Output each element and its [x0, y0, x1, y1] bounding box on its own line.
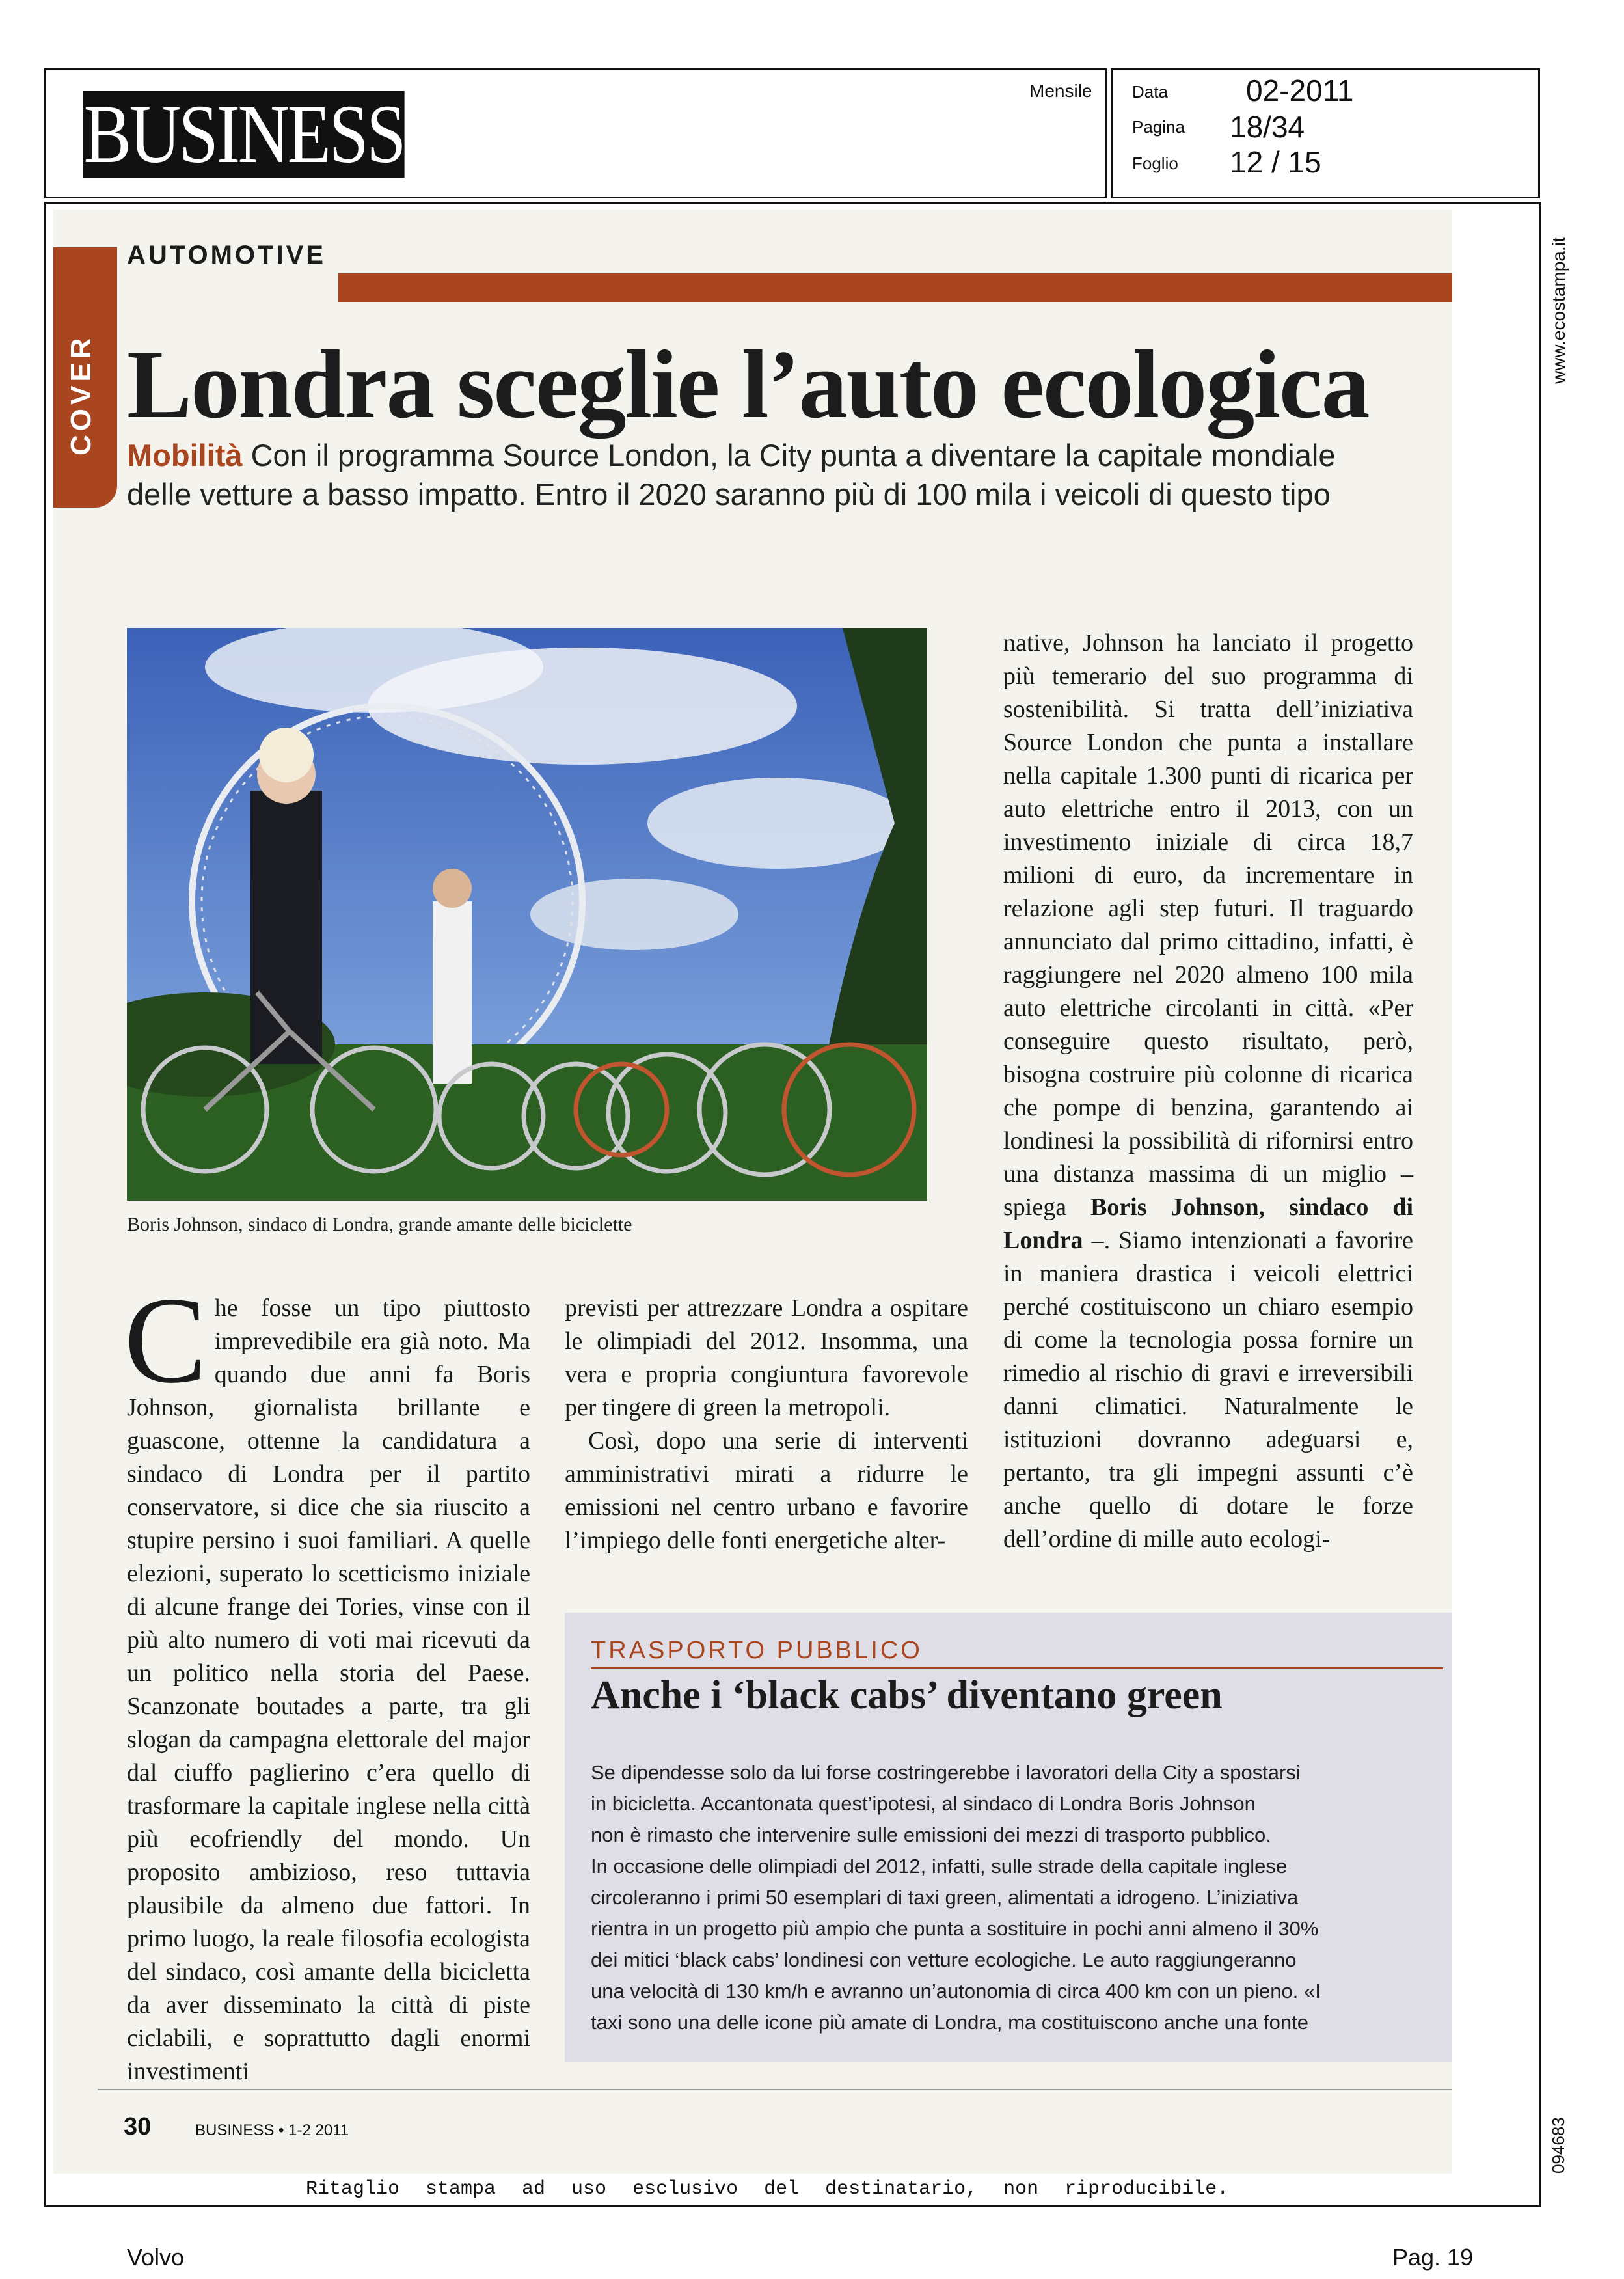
col-mid-paragraph-2: Così, dopo una serie di interventi amministrativi mirati a ridurre le emissioni nel centro urbano e favorire l’impiego delle fonti energetiche alter-: [565, 1427, 968, 1554]
footer-rule: [98, 2089, 1452, 2090]
col-right-text-a: native, Johnson ha lanciato il progetto più temerario del suo programma di sostenibilità. Si tratta dell’iniziativa Source London che punta a installare nella capitale 1.300 punti di ricarica per auto elettriche entro il 2013, con un investimento iniziale di circa 18,7 milioni di euro, da incrementare in relazione agli step futuri. Il traguardo annunciato dal primo cittadino, infatti, è raggiungere nel 2020 almeno 100 mila auto elettriche circolanti in città. «Per conseguire questo risultato, però, bisogna costruire più colonne di ricarica che pompe di benzina, garantendo ai londinesi la possibilità di rifornirsi entro una distanza massima di un miglio – spiega: [1003, 629, 1413, 1221]
sidebar-line: dei mitici ‘black cabs’ londinesi con vetture ecologiche. Le auto raggiungeranno: [591, 1948, 1297, 1971]
client-brand: Volvo: [127, 2244, 185, 2271]
col-left-text: he fosse un tipo piuttosto imprevedibile era già noto. Ma quando due anni fa Boris Johnson, giornalista brillante e guascone, ottenne la candidatura a sindaco di Londra per il partito conservatore, si dice che sia riuscito a stupire persino i suoi familiari. A quelle elezioni, superato lo scetticismo iniziale di alcune frange dei Tories, vinse con il più alto numero di voti mai ricevuti da un politico nella storia del Paese. Scanzonate boutades a parte, tra gli slogan da campagna elettorale del major dal ciuffo paglierino c’era quello di trasformare la capitale inglese nella città più ecofriendly del mondo. Un proposito ambizioso, reso tuttavia plausibile da almeno due fattori. In primo luogo, la reale filosofia ecologista del sindaco, così amante della bicicletta da aver disseminato la città di piste ciclabili, e soprattutto dagli enormi investimenti: [127, 1294, 530, 2085]
section-label: AUTOMOTIVE: [120, 241, 332, 270]
photo-illustration: [127, 628, 927, 1201]
page-number: Pag. 19: [1392, 2244, 1474, 2271]
section-bar: [338, 273, 1452, 302]
article-subhead: [127, 436, 1363, 514]
side-url: www.ecostampa.it: [1549, 237, 1569, 384]
subhead-text: Con il programma Source London, la City punta a diventare la capitale mondiale delle vetture a basso impatto. Entro il 2020 saranno più di 100 mila i veicoli di questo tipo: [127, 438, 1336, 512]
meta-value-foglio: 12 / 15: [1230, 145, 1321, 179]
sidebar-kicker: TRASPORTO PUBBLICO: [591, 1637, 923, 1664]
article-headline: Londra sceglie l’auto ecologica: [127, 331, 1369, 439]
folio-number: 30: [124, 2113, 152, 2140]
meta-label-pagina: Pagina: [1132, 117, 1185, 137]
sidebar-body: [591, 1757, 1430, 2038]
sidebar-line: non è rimasto che intervenire sulle emissioni dei mezzi di trasporto pubblico.: [591, 1823, 1271, 1846]
photo-caption: Boris Johnson, sindaco di Londra, grande amante delle biciclette: [127, 1214, 632, 1235]
meta-label-foglio: Foglio: [1132, 154, 1178, 173]
article-column-left: [124, 1272, 530, 2088]
meta-value-pagina: 18/34: [1230, 110, 1305, 144]
periodicity-label: Mensile: [1029, 81, 1092, 101]
meta-label-data: Data: [1132, 82, 1168, 102]
sidebar-line: Se dipendesse solo da lui forse costringerebbe i lavoratori della City a spostarsi: [591, 1761, 1301, 1784]
col-mid-paragraph-1: previsti per attrezzare Londra a ospitare le olimpiadi del 2012. Insomma, una vera e propria congiuntura favorevole per tingere di green la metropoli.: [565, 1294, 968, 1421]
disclaimer: Ritaglio stampa ad uso esclusivo del destinatario, non riproducibile.: [306, 2178, 1229, 2200]
article-column-middle: [565, 1292, 968, 1557]
footer-magazine: BUSINESS • 1-2 2011: [195, 2122, 349, 2139]
sidebar-rule: [591, 1667, 1443, 1669]
sidebar-line: taxi sono una delle icone più amate di Londra, ma costituiscono anche una fonte: [591, 2011, 1308, 2034]
sidebar-line: circoleranno i primi 50 esemplari di taxi green, alimentati a idrogeno. L’iniziativa: [591, 1886, 1299, 1909]
business-logo: BUSINESS: [83, 88, 405, 180]
drop-cap: C: [124, 1272, 207, 1409]
sidebar-line: In occasione delle olimpiadi del 2012, infatti, sulle strade della capitale inglese: [591, 1855, 1288, 1877]
cover-tab-label: COVER: [65, 334, 97, 456]
subhead-kicker: Mobilità: [127, 438, 243, 472]
article-photo: [127, 628, 927, 1201]
article-column-right: [1003, 627, 1413, 1556]
sidebar-title: Anche i ‘black cabs’ diventano green: [591, 1673, 1223, 1717]
col-right-bold: Boris Johnson, sindaco di Londra: [1003, 1194, 1413, 1254]
sidebar-line: una velocità di 130 km/h e avranno un’autonomia di circa 400 km con un pieno. «I: [591, 1980, 1321, 2002]
side-code: 094683: [1549, 2117, 1568, 2174]
meta-value-data: 02-2011: [1246, 74, 1354, 107]
sidebar-line: rientra in un progetto più ampio che punta a sostituire in pochi anni almeno il 30%: [591, 1917, 1319, 1940]
col-right-text-b: –. Siamo intenzionati a favorire in maniera drastica i veicoli elettrici perché costituiscono un chiaro esempio di come la tecnologia possa fornire un rimedio al rischio di gravi e irreversibili danni climatici. Naturalmente le istituzioni dovranno adeguarsi e, pertanto, tra gli impegni assunti c’è anche quello di dotare le forze dell’ordine di mille auto ecologi-: [1003, 1227, 1413, 1553]
sidebar-line: in bicicletta. Accantonata quest’ipotesi, al sindaco di Londra Boris Johnson: [591, 1792, 1256, 1815]
